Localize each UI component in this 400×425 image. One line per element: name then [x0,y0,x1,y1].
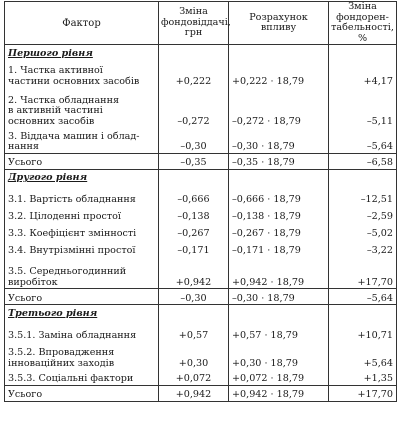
factor-cell [5,341,159,369]
factor-text: 3.2. Цілоденні простої [8,211,121,223]
empty-cell [159,169,229,184]
subtotal-profitability: –5,64 [329,289,397,305]
factor-text: 3.1. Вартість обладнання [8,194,136,206]
factor-text: 3.3. Коефіцієнт змінності [8,228,137,240]
subtotal-calc: –0,30 · 18,79 [229,289,329,305]
table-row [5,240,397,257]
factor-text: нання [8,141,39,153]
profitability-cell: –2,59 [329,206,397,223]
subtotal-change: –0,35 [159,153,229,169]
factor-cell [5,257,159,289]
header-asset-return-change: Зміна фондовіддачі, грн [159,2,229,45]
empty-cell [159,45,229,60]
calc-cell: –0,30 · 18,79 [229,127,329,153]
calc-cell: –0,666 · 18,79 [229,184,329,206]
table-row [5,184,397,206]
factor-text: 3.4. Внутрізмінні простої [8,245,136,257]
empty-cell [329,45,397,60]
factor-text: 3.5.3. Соціальні фактори [8,373,134,385]
factor-text: виробіток [8,276,58,288]
empty-cell [159,305,229,320]
profitability-cell: +5,64 [329,341,397,369]
change-cell: –0,267 [159,223,229,240]
factor-cell [5,87,159,127]
change-cell: +0,072 [159,369,229,385]
change-cell: –0,138 [159,206,229,223]
change-cell: –0,30 [159,127,229,153]
table-body [5,45,397,402]
subtotal-label: Усього [5,289,159,305]
factor-analysis-table [4,1,397,402]
profitability-cell: +17,70 [329,257,397,289]
subtotal-row [5,385,397,401]
subtotal-change: +0,942 [159,385,229,401]
empty-cell [229,305,329,320]
factor-cell [5,206,159,223]
empty-cell [329,169,397,184]
subtotal-row [5,289,397,305]
section-title: Другого рівня [5,169,159,184]
calc-cell: –0,171 · 18,79 [229,240,329,257]
section-title: Першого рівня [5,45,159,60]
table-row [5,319,397,341]
header-factor: Фактор [5,2,159,45]
change-cell: +0,30 [159,341,229,369]
change-cell: –0,171 [159,240,229,257]
table-row [5,369,397,385]
section-row-3 [5,305,397,320]
table-row [5,257,397,289]
empty-cell [229,45,329,60]
profitability-cell: –5,64 [329,127,397,153]
factor-text: в активній частині [8,105,103,117]
profitability-cell: –3,22 [329,240,397,257]
change-cell: –0,272 [159,87,229,127]
profitability-cell: +1,35 [329,369,397,385]
profitability-cell: –5,11 [329,87,397,127]
factor-text: 3.5.1. Заміна обладнання [8,329,137,341]
subtotal-row [5,153,397,169]
calc-cell: –0,267 · 18,79 [229,223,329,240]
subtotal-calc: –0,35 · 18,79 [229,153,329,169]
profitability-cell: +4,17 [329,59,397,87]
header-profitability-change: Зміна фондорен- табельності, % [329,2,397,45]
factor-text: частини основних засобів [8,75,140,87]
section-row-2 [5,169,397,184]
profitability-cell: –5,02 [329,223,397,240]
calc-cell: +0,57 · 18,79 [229,319,329,341]
table-row [5,206,397,223]
header-impact-calculation: Розрахунок впливу [229,2,329,45]
calc-cell: +0,30 · 18,79 [229,341,329,369]
factor-text: 3.5. Середньогодинний [8,266,127,278]
factor-text: 3.5.2. Впровадження [8,347,115,359]
factor-cell [5,127,159,153]
factor-cell [5,369,159,385]
table-row [5,127,397,153]
calc-cell: +0,072 · 18,79 [229,369,329,385]
subtotal-change: –0,30 [159,289,229,305]
factor-cell [5,319,159,341]
subtotal-calc: +0,942 · 18,79 [229,385,329,401]
calc-cell: +0,942 · 18,79 [229,257,329,289]
factor-text: основних засобів [8,115,95,127]
change-cell: –0,666 [159,184,229,206]
factor-text: 2. Частка обладнання [8,94,120,106]
profitability-cell: +10,71 [329,319,397,341]
table-row [5,341,397,369]
table-row [5,59,397,87]
factor-cell [5,184,159,206]
change-cell: +0,222 [159,59,229,87]
section-row-1 [5,45,397,60]
change-cell: +0,57 [159,319,229,341]
subtotal-label: Усього [5,385,159,401]
factor-cell [5,223,159,240]
table-row [5,223,397,240]
factor-text: 1. Частка активної [8,65,103,77]
table-row [5,87,397,127]
factor-cell [5,59,159,87]
subtotal-label: Усього [5,153,159,169]
factor-text: інноваційних заходів [8,357,115,369]
empty-cell [229,169,329,184]
subtotal-profitability: +17,70 [329,385,397,401]
empty-cell [329,305,397,320]
section-title: Третього рівня [5,305,159,320]
table-header [5,2,397,45]
profitability-cell: –12,51 [329,184,397,206]
calc-cell: –0,138 · 18,79 [229,206,329,223]
factor-text: 3. Віддача машин і облад- [8,130,140,142]
calc-cell: –0,272 · 18,79 [229,87,329,127]
calc-cell: +0,222 · 18,79 [229,59,329,87]
change-cell: +0,942 [159,257,229,289]
factor-cell [5,240,159,257]
subtotal-profitability: –6,58 [329,153,397,169]
